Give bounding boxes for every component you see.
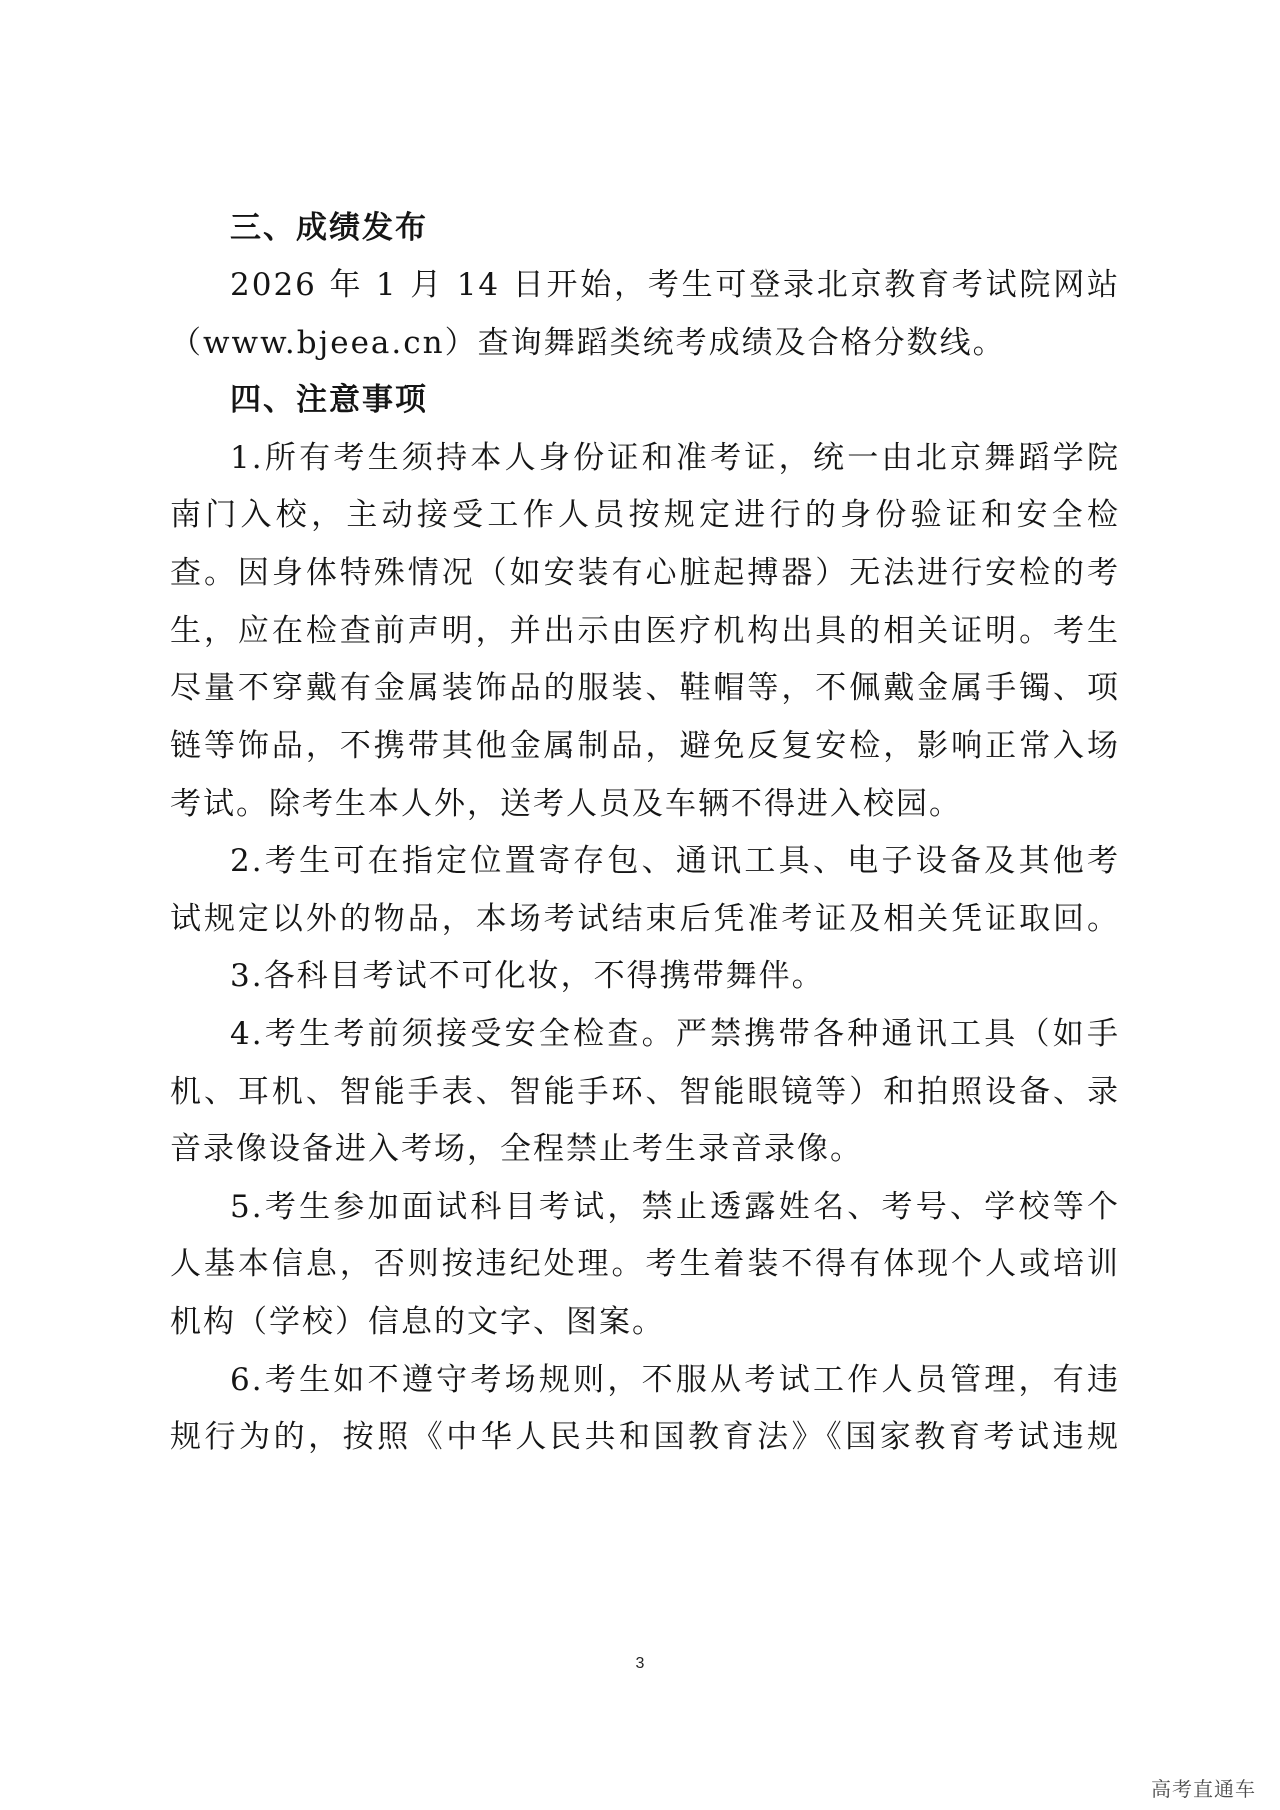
paragraph-line: 2.考生可在指定位置寄存包、通讯工具、电子设备及其他考 xyxy=(230,843,1120,879)
section-heading-results: 三、成绩发布 xyxy=(230,210,428,246)
paragraph-line: 规行为的，按照《中华人民共和国教育法》《国家教育考试违规 xyxy=(170,1419,1120,1455)
watermark-logo-text: 高考直通车 xyxy=(1151,1777,1256,1801)
paragraph-line: 人基本信息，否则按违纪处理。考生着装不得有体现个人或培训 xyxy=(170,1246,1120,1282)
paragraph-line: 试规定以外的物品，本场考试结束后凭准考证及相关凭证取回。 xyxy=(170,901,1120,937)
paragraph-line: 尽量不穿戴有金属装饰品的服装、鞋帽等，不佩戴金属手镯、项 xyxy=(170,670,1120,706)
paragraph-line: 生，应在检查前声明，并出示由医疗机构出具的相关证明。考生 xyxy=(170,613,1120,649)
paragraph-line: 2026 年 1 月 14 日开始，考生可登录北京教育考试院网站 xyxy=(230,267,1120,303)
paragraph-line: 1.所有考生须持本人身份证和准考证，统一由北京舞蹈学院 xyxy=(230,440,1120,476)
paragraph-line: 5.考生参加面试科目考试，禁止透露姓名、考号、学校等个 xyxy=(230,1189,1120,1225)
paragraph-line: 查。因身体特殊情况（如安装有心脏起搏器）无法进行安检的考 xyxy=(170,555,1120,591)
paragraph-line: 机构（学校）信息的文字、图案。 xyxy=(170,1304,665,1340)
paragraph-line: 南门入校，主动接受工作人员按规定进行的身份验证和安全检 xyxy=(170,497,1120,533)
paragraph-line: （www.bjeea.cn）查询舞蹈类统考成绩及合格分数线。 xyxy=(170,325,1006,361)
paragraph-line: 链等饰品，不携带其他金属制品，避免反复安检，影响正常入场 xyxy=(170,728,1120,764)
paragraph-line: 机、耳机、智能手表、智能手环、智能眼镜等）和拍照设备、录 xyxy=(170,1074,1120,1110)
paragraph-line: 4.考生考前须接受安全检查。严禁携带各种通讯工具（如手 xyxy=(230,1016,1120,1052)
paragraph-line: 考试。除考生本人外，送考人员及车辆不得进入校园。 xyxy=(170,786,962,822)
section-heading-notes: 四、注意事项 xyxy=(230,382,428,418)
paragraph-line: 3.各科目考试不可化妆，不得携带舞伴。 xyxy=(230,958,825,994)
page-number: 3 xyxy=(635,1655,645,1672)
paragraph-line: 6.考生如不遵守考场规则，不服从考试工作人员管理，有违 xyxy=(230,1362,1120,1398)
paragraph-line: 音录像设备进入考场，全程禁止考生录音录像。 xyxy=(170,1131,863,1167)
